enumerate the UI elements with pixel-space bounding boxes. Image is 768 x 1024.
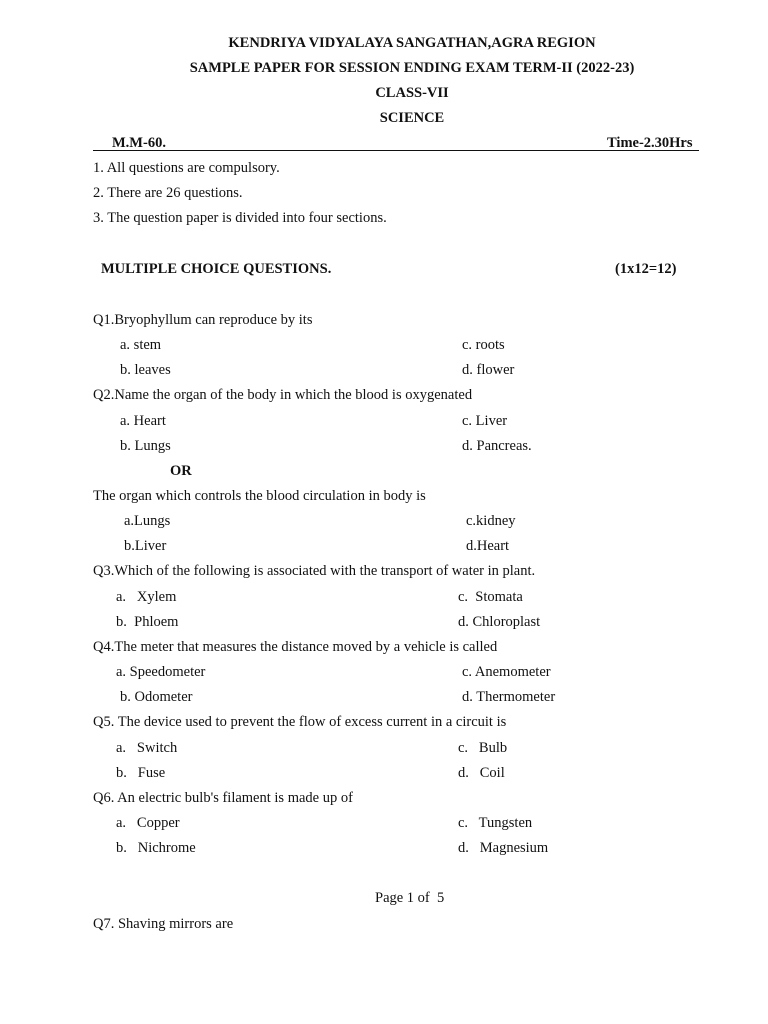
option-b: b. Fuse xyxy=(116,765,166,781)
school-name: KENDRIYA VIDYALAYA SANGATHAN,AGRA REGION xyxy=(228,35,596,51)
option-c: c. Stomata xyxy=(458,589,523,605)
or-label: OR xyxy=(170,463,192,479)
section-title: MULTIPLE CHOICE QUESTIONS. xyxy=(101,261,332,277)
option-a: a.Lungs xyxy=(124,513,171,529)
max-marks: M.M-60. xyxy=(112,135,166,151)
subject-label: SCIENCE xyxy=(379,110,445,126)
option-d: d. Pancreas. xyxy=(462,438,532,454)
option-c: c. roots xyxy=(462,337,505,353)
question-text: Q7. Shaving mirrors are xyxy=(93,916,234,932)
option-c: c. Bulb xyxy=(458,740,508,756)
option-d: d. Coil xyxy=(458,765,505,781)
option-b: b. Odometer xyxy=(120,689,193,705)
option-d: d. Magnesium xyxy=(458,840,549,856)
question-text: Q5. The device used to prevent the flow of excess current in a circuit is xyxy=(93,714,507,730)
instruction-item: 2. There are 26 questions. xyxy=(93,185,243,201)
option-a: a. Speedometer xyxy=(116,664,206,680)
section-marks: (1x12=12) xyxy=(615,261,677,277)
option-c: c. Tungsten xyxy=(458,815,533,831)
instruction-item: 1. All questions are compulsory. xyxy=(93,160,280,176)
option-c: c. Anemometer xyxy=(462,664,551,680)
question-text: Q6. An electric bulb's filament is made up of xyxy=(93,790,353,806)
question-text: Q4.The meter that measures the distance moved by a vehicle is called xyxy=(93,639,498,655)
option-d: d.Heart xyxy=(466,538,510,554)
class-label: CLASS-VII xyxy=(375,85,449,101)
option-d: d. Thermometer xyxy=(462,689,556,705)
option-c: c. Liver xyxy=(462,413,508,429)
exam-title: SAMPLE PAPER FOR SESSION ENDING EXAM TERM-II (2022-23) xyxy=(189,60,635,76)
option-c: c.kidney xyxy=(466,513,516,529)
option-b: b. leaves xyxy=(120,362,171,378)
question-text: Q2.Name the organ of the body in which the blood is oxygenated xyxy=(93,387,473,403)
option-b: b. Phloem xyxy=(116,614,179,630)
option-a: a. Switch xyxy=(116,740,178,756)
option-a: a. Copper xyxy=(116,815,180,831)
instruction-item: 3. The question paper is divided into four sections. xyxy=(93,210,387,226)
option-b: b. Nichrome xyxy=(116,840,196,856)
question-text: Q1.Bryophyllum can reproduce by its xyxy=(93,312,313,328)
header-underline xyxy=(93,150,699,151)
option-d: d. Chloroplast xyxy=(458,614,541,630)
exam-time: Time-2.30Hrs xyxy=(607,135,693,151)
option-b: b.Liver xyxy=(124,538,167,554)
option-a: a. Heart xyxy=(120,413,166,429)
option-b: b. Lungs xyxy=(120,438,171,454)
question-text: Q3.Which of the following is associated with the transport of water in plant. xyxy=(93,563,536,579)
page-number: Page 1 of 5 xyxy=(375,890,445,906)
option-a: a. stem xyxy=(120,337,162,353)
option-d: d. flower xyxy=(462,362,515,378)
question-text: The organ which controls the blood circulation in body is xyxy=(93,488,426,504)
option-a: a. Xylem xyxy=(116,589,177,605)
